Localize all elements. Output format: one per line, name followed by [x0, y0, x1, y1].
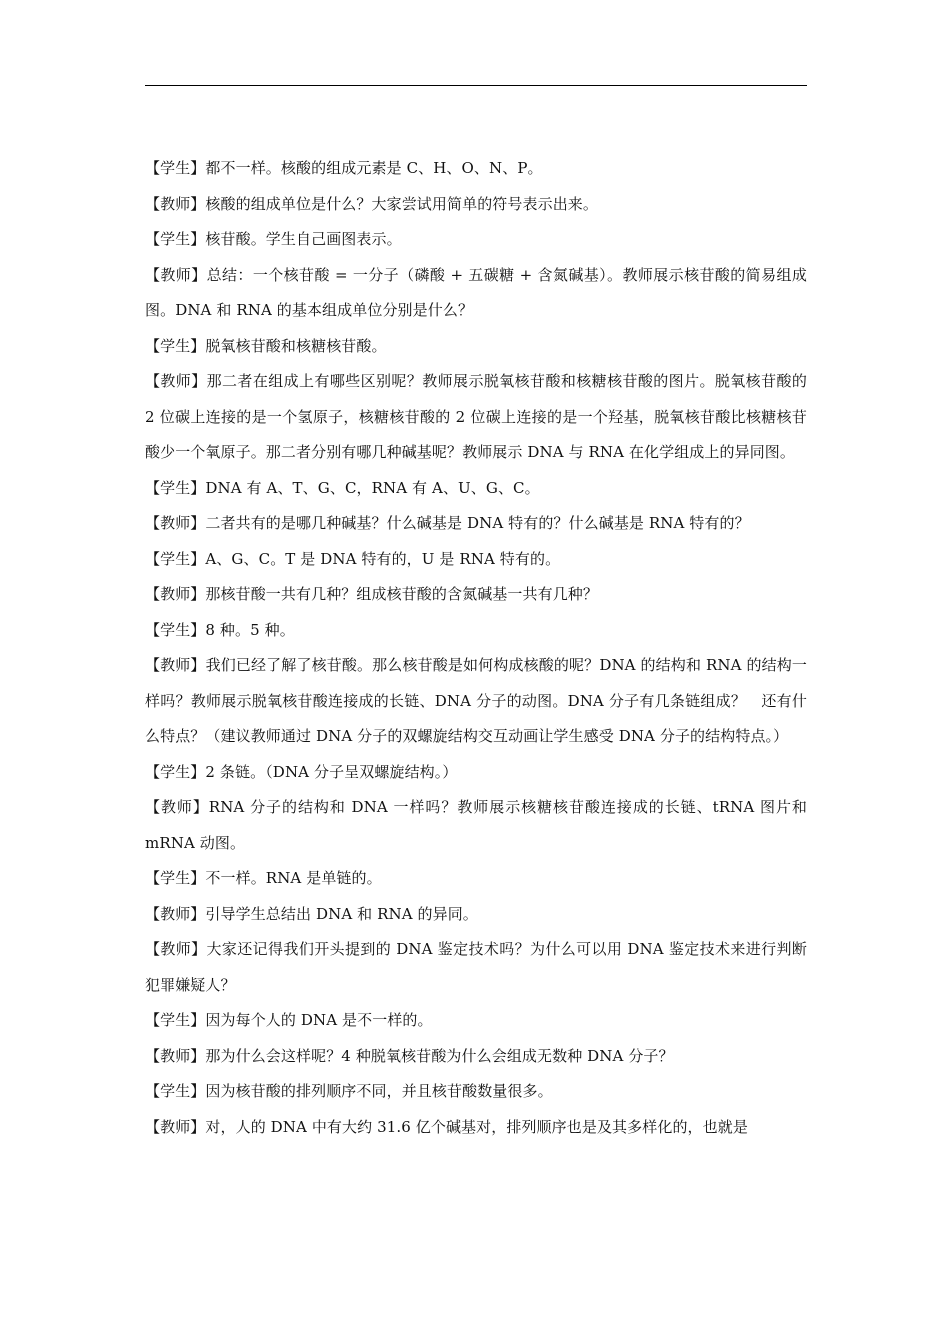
dialogue-paragraph: 【学生】因为核苷酸的排列顺序不同，并且核苷酸数量很多。 [145, 1082, 553, 1100]
dialogue-paragraph: 【教师】总结：一个核苷酸 = 一分子（磷酸 + 五碳糖 + 含氮碱基）。教师展示核苷酸的简易组成图。DNA 和 RNA 的基本组成单位分别是什么？ [145, 265, 807, 319]
dialogue-paragraph: 【学生】A、G、C。T 是 DNA 特有的，U 是 RNA 特有的。 [145, 549, 561, 568]
dialogue-paragraph: 【教师】核酸的组成单位是什么？大家尝试用简单的符号表示出来。 [145, 194, 599, 213]
dialogue-paragraph: 【学生】脱氧核苷酸和核糖核苷酸。 [145, 336, 387, 355]
dialogue-paragraph: 【教师】我们已经了解了核苷酸。那么核苷酸是如何构成核酸的呢？DNA 的结构和 RNA 的结构一样吗？教师展示脱氧核苷酸连接成的长链、DNA 分子的动图。DNA 分子有几条链组成？ 还有什么特点？（建议教师通过 DNA 分子的双螺旋结构交互动画让学生感受 DNA 分子的结构特点。） [145, 656, 807, 745]
dialogue-paragraph: 【教师】二者共有的是哪几种碱基？什么碱基是 DNA 特有的？什么碱基是 RNA 特有的？ [145, 514, 750, 532]
dialogue-paragraph: 【教师】RNA 分子的结构和 DNA 一样吗？教师展示核糖核苷酸连接成的长链、tRNA 图片和 mRNA 动图。 [145, 798, 807, 852]
dialogue-paragraph: 【教师】那为什么会这样呢？4 种脱氧核苷酸为什么会组成无数种 DNA 分子？ [145, 1046, 674, 1065]
dialogue-paragraph: 【学生】都不一样。核酸的组成元素是 C、H、O、N、P。 [145, 159, 543, 177]
dialogue-paragraph: 【学生】DNA 有 A、T、G、C，RNA 有 A、U、G、C。 [145, 478, 540, 497]
dialogue-paragraph: 【教师】对，人的 DNA 中有大约 31.6 亿个碱基对，排列顺序也是及其多样化的，也就是 [145, 1117, 748, 1136]
dialogue-paragraph: 【学生】2 条链。（DNA 分子呈双螺旋结构。） [145, 762, 458, 781]
dialogue-paragraph: 【学生】8 种。5 种。 [145, 620, 295, 639]
dialogue-paragraph: 【学生】核苷酸。学生自己画图表示。 [145, 230, 402, 248]
dialogue-paragraph: 【教师】那二者在组成上有哪些区别呢？教师展示脱氧核苷酸和核糖核苷酸的图片。脱氧核苷酸的 2 位碳上连接的是一个氢原子，核糖核苷酸的 2 位碳上连接的是一个羟基，脱氧核苷酸比核糖核苷酸少一个氧原子。那二者分别有哪几种碱基呢？教师展示 DNA 与 RNA 在化学组成上的异同图。 [145, 372, 807, 461]
dialogue-paragraph: 【教师】引导学生总结出 DNA 和 RNA 的异同。 [145, 904, 478, 923]
document-page [145, 0, 807, 1344]
header-rule [145, 85, 807, 86]
dialogue-paragraph: 【学生】不一样。RNA 是单链的。 [145, 869, 382, 887]
document-body [145, 151, 807, 1145]
dialogue-paragraph: 【教师】那核苷酸一共有几种？组成核苷酸的含氮碱基一共有几种？ [145, 585, 599, 603]
dialogue-paragraph: 【教师】大家还记得我们开头提到的 DNA 鉴定技术吗？为什么可以用 DNA 鉴定技术来进行判断犯罪嫌疑人？ [145, 940, 807, 994]
dialogue-paragraph: 【学生】因为每个人的 DNA 是不一样的。 [145, 1011, 433, 1029]
